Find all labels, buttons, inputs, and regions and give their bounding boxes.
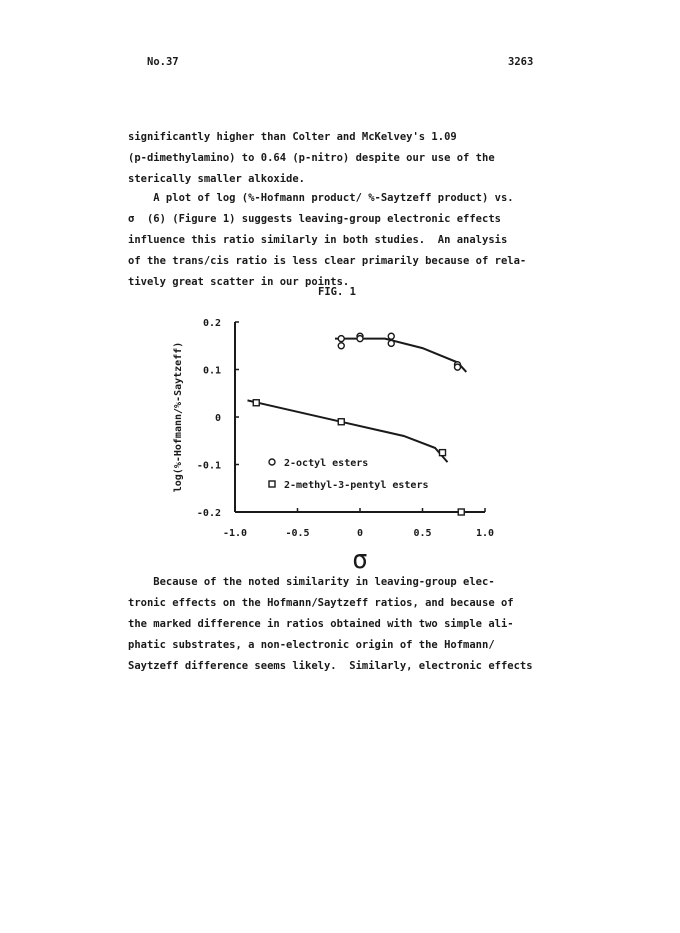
y-tick-label: 0.1 (202, 365, 221, 377)
text-line: influence this ratio similarly in both studies. An analysis (128, 234, 508, 246)
text-line: σ (6) (Figure 1) suggests leaving-group electronic effects (128, 213, 501, 225)
octyl-data-point (338, 343, 344, 349)
journal-number: No.37 (147, 56, 179, 68)
x-tick-label: -0.5 (285, 528, 310, 539)
text-line: of the trans/cis ratio is less clear primarily because of rela- (128, 255, 527, 267)
figure-title: FIG. 1 (318, 286, 356, 298)
page-number: 3263 (508, 56, 534, 68)
x-tick-label: 0 (356, 528, 364, 539)
text-line: sterically smaller alkoxide. (128, 173, 306, 185)
octyl-data-point (388, 340, 394, 346)
legend-marker-circle (269, 459, 275, 465)
octyl-data-point (357, 336, 363, 342)
text-line: Saytzeff difference seems likely. Similarly, electronic effects (128, 660, 533, 672)
y-tick-label: -0.2 (196, 508, 221, 519)
methylpentyl-curve (248, 400, 448, 462)
methylpentyl-data-point (458, 509, 464, 515)
text-line: A plot of log (%-Hofmann product/ %-Saytzeff product) vs. (128, 192, 514, 204)
x-axis-label: σ (352, 545, 368, 575)
octyl-data-point (455, 364, 461, 370)
legend-label: 2-methyl-3-pentyl esters (284, 480, 429, 491)
methylpentyl-data-point (338, 419, 344, 425)
text-line: significantly higher than Colter and McKelvey's 1.09 (128, 131, 457, 143)
text-line: (p-dimethylamino) to 0.64 (p-nitro) despite our use of the (128, 152, 495, 164)
octyl-data-point (338, 336, 344, 342)
x-tick-label: 0.5 (413, 528, 432, 539)
methylpentyl-data-point (440, 450, 446, 456)
methylpentyl-data-point (253, 400, 259, 406)
x-tick-label: -1.0 (222, 528, 248, 539)
octyl-curve (335, 339, 466, 372)
text-line: tronic effects on the Hofmann/Saytzeff ratios, and because of (128, 597, 514, 609)
y-tick-label: -0.1 (196, 460, 221, 472)
text-line: the marked difference in ratios obtained with two simple ali- (128, 618, 514, 630)
legend-label: 2-octyl esters (284, 458, 369, 469)
y-tick-label: 0.2 (202, 318, 221, 329)
text-line: Because of the noted similarity in leaving-group elec- (128, 576, 495, 588)
paragraph-3 (128, 572, 558, 677)
x-tick-label: 1.0 (475, 528, 495, 539)
legend-marker-square (269, 481, 275, 487)
text-line: phatic substrates, a non-electronic origin of the Hofmann/ (128, 639, 495, 651)
text-line: tively great scatter in our points. (128, 276, 350, 288)
y-tick-label: 0 (214, 413, 221, 424)
y-axis-label: log(%-Hofmann/%-Saytzeff) (173, 341, 184, 493)
octyl-data-point (388, 333, 394, 339)
